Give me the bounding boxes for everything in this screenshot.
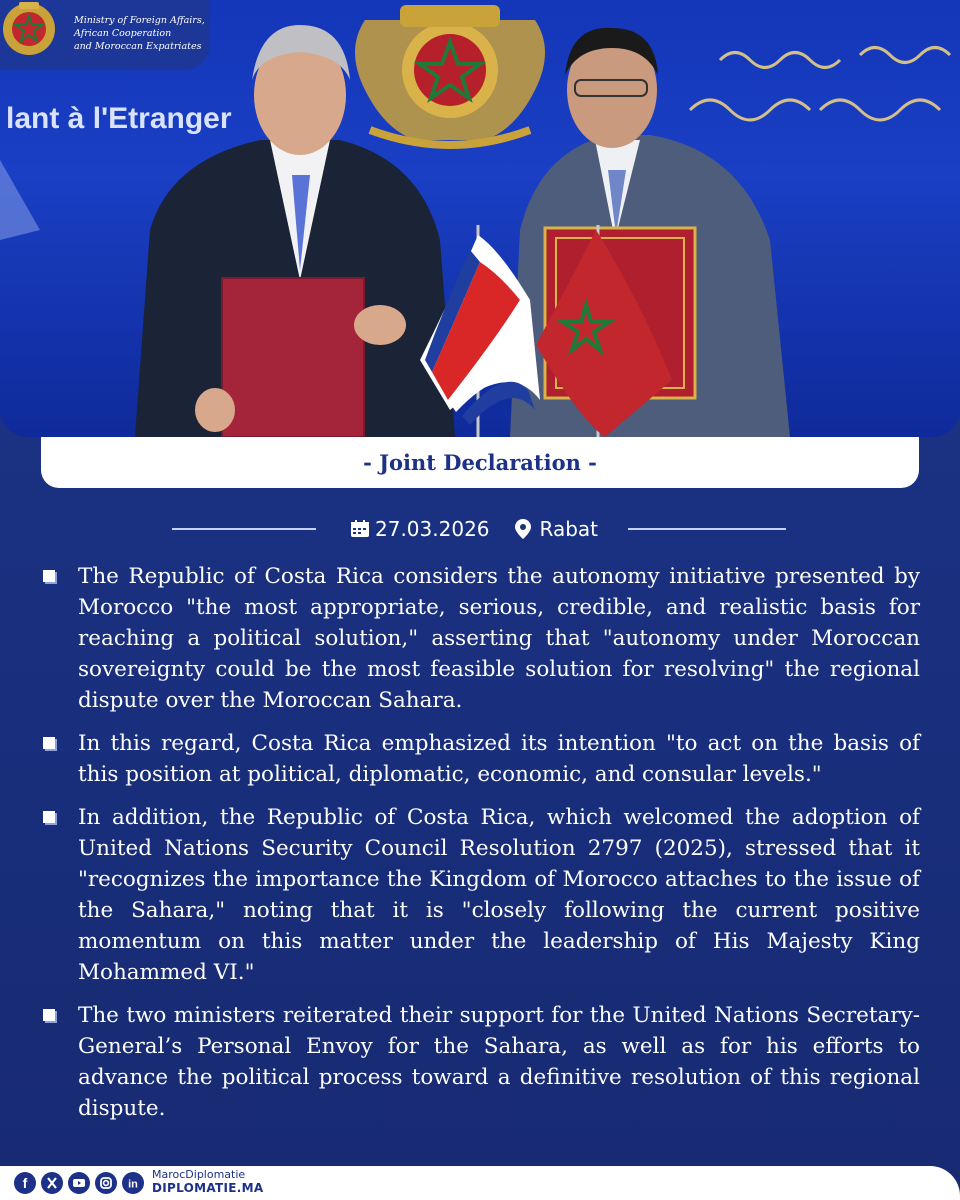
facebook-icon[interactable] xyxy=(14,1172,36,1194)
ministry-logo-badge xyxy=(0,0,210,70)
divider-right xyxy=(628,528,786,530)
bullet-icon xyxy=(42,1008,58,1024)
calendar-icon xyxy=(350,520,370,538)
svg-text:f: f xyxy=(22,1175,28,1191)
declaration-points xyxy=(40,561,920,1136)
point-text: The two ministers reiterated their support for the United Nations Secretary-General’s Personal Envoy for the Sahara, as well as for his efforts to advance the political process toward a definitive resolution of this regional dispute. xyxy=(78,1003,920,1121)
ceremony-photo xyxy=(0,0,960,437)
website-link[interactable]: DIPLOMATIE.MA xyxy=(152,1181,264,1195)
date-location-row xyxy=(0,512,960,546)
ministry-emblem-icon xyxy=(0,0,58,58)
date-location xyxy=(350,512,598,546)
sign-text: lant à l'Etranger xyxy=(6,102,232,135)
point-text: The Republic of Costa Rica considers the autonomy initiative presented by Morocco "the most appropriate, serious, credible, and realistic basis for reaching a political solution," asserting that "autonomy under Moroccan sovereignty could be the most feasible solution for resolving" the regional dispute over the Moroccan Sahara. xyxy=(78,564,920,713)
location-pin-icon xyxy=(514,518,532,540)
ministry-name-line-1: Ministry of Foreign Affairs, xyxy=(74,15,205,26)
footer-brand xyxy=(152,1168,263,1196)
list-item xyxy=(40,561,920,716)
ministry-name-line-2: African Cooperation xyxy=(74,28,172,39)
list-item xyxy=(40,728,920,790)
title-bar xyxy=(41,437,919,488)
linkedin-icon[interactable] xyxy=(122,1172,144,1194)
x-icon[interactable] xyxy=(41,1172,63,1194)
instagram-icon[interactable] xyxy=(95,1172,117,1194)
date-text: 27.03.2026 xyxy=(375,517,490,541)
ministry-name xyxy=(74,14,208,53)
list-item xyxy=(40,1000,920,1124)
point-text: In addition, the Republic of Costa Rica, which welcomed the adoption of United Nations Security Council Resolution 2797 (2025), stressed that it "recognizes the importance the Kingdom of Morocco attaches to the issue of the Sahara," noting that it is "closely following the current positive momentum on this matter under the leadership of His Majesty King Mohammed VI." xyxy=(78,805,920,985)
youtube-icon[interactable] xyxy=(68,1172,90,1194)
arabic-sign-decoration xyxy=(690,48,950,121)
bullet-icon xyxy=(42,569,58,585)
divider-left xyxy=(172,528,316,530)
footer xyxy=(0,1160,960,1200)
coat-of-arms-emblem xyxy=(355,5,545,145)
list-item xyxy=(40,802,920,988)
page-title: - Joint Declaration - xyxy=(363,450,597,475)
footer-bar xyxy=(0,1166,960,1200)
point-text: In this regard, Costa Rica emphasized its intention "to act on the basis of this position at political, diplomatic, economic, and consular levels." xyxy=(78,731,920,787)
bullet-icon xyxy=(42,810,58,826)
social-handle: MarocDiplomatie xyxy=(152,1168,246,1181)
ministry-name-line-3: and Moroccan Expatriates xyxy=(74,41,202,52)
svg-text:in: in xyxy=(128,1178,138,1191)
location-text: Rabat xyxy=(539,517,599,541)
bullet-icon xyxy=(42,736,58,752)
